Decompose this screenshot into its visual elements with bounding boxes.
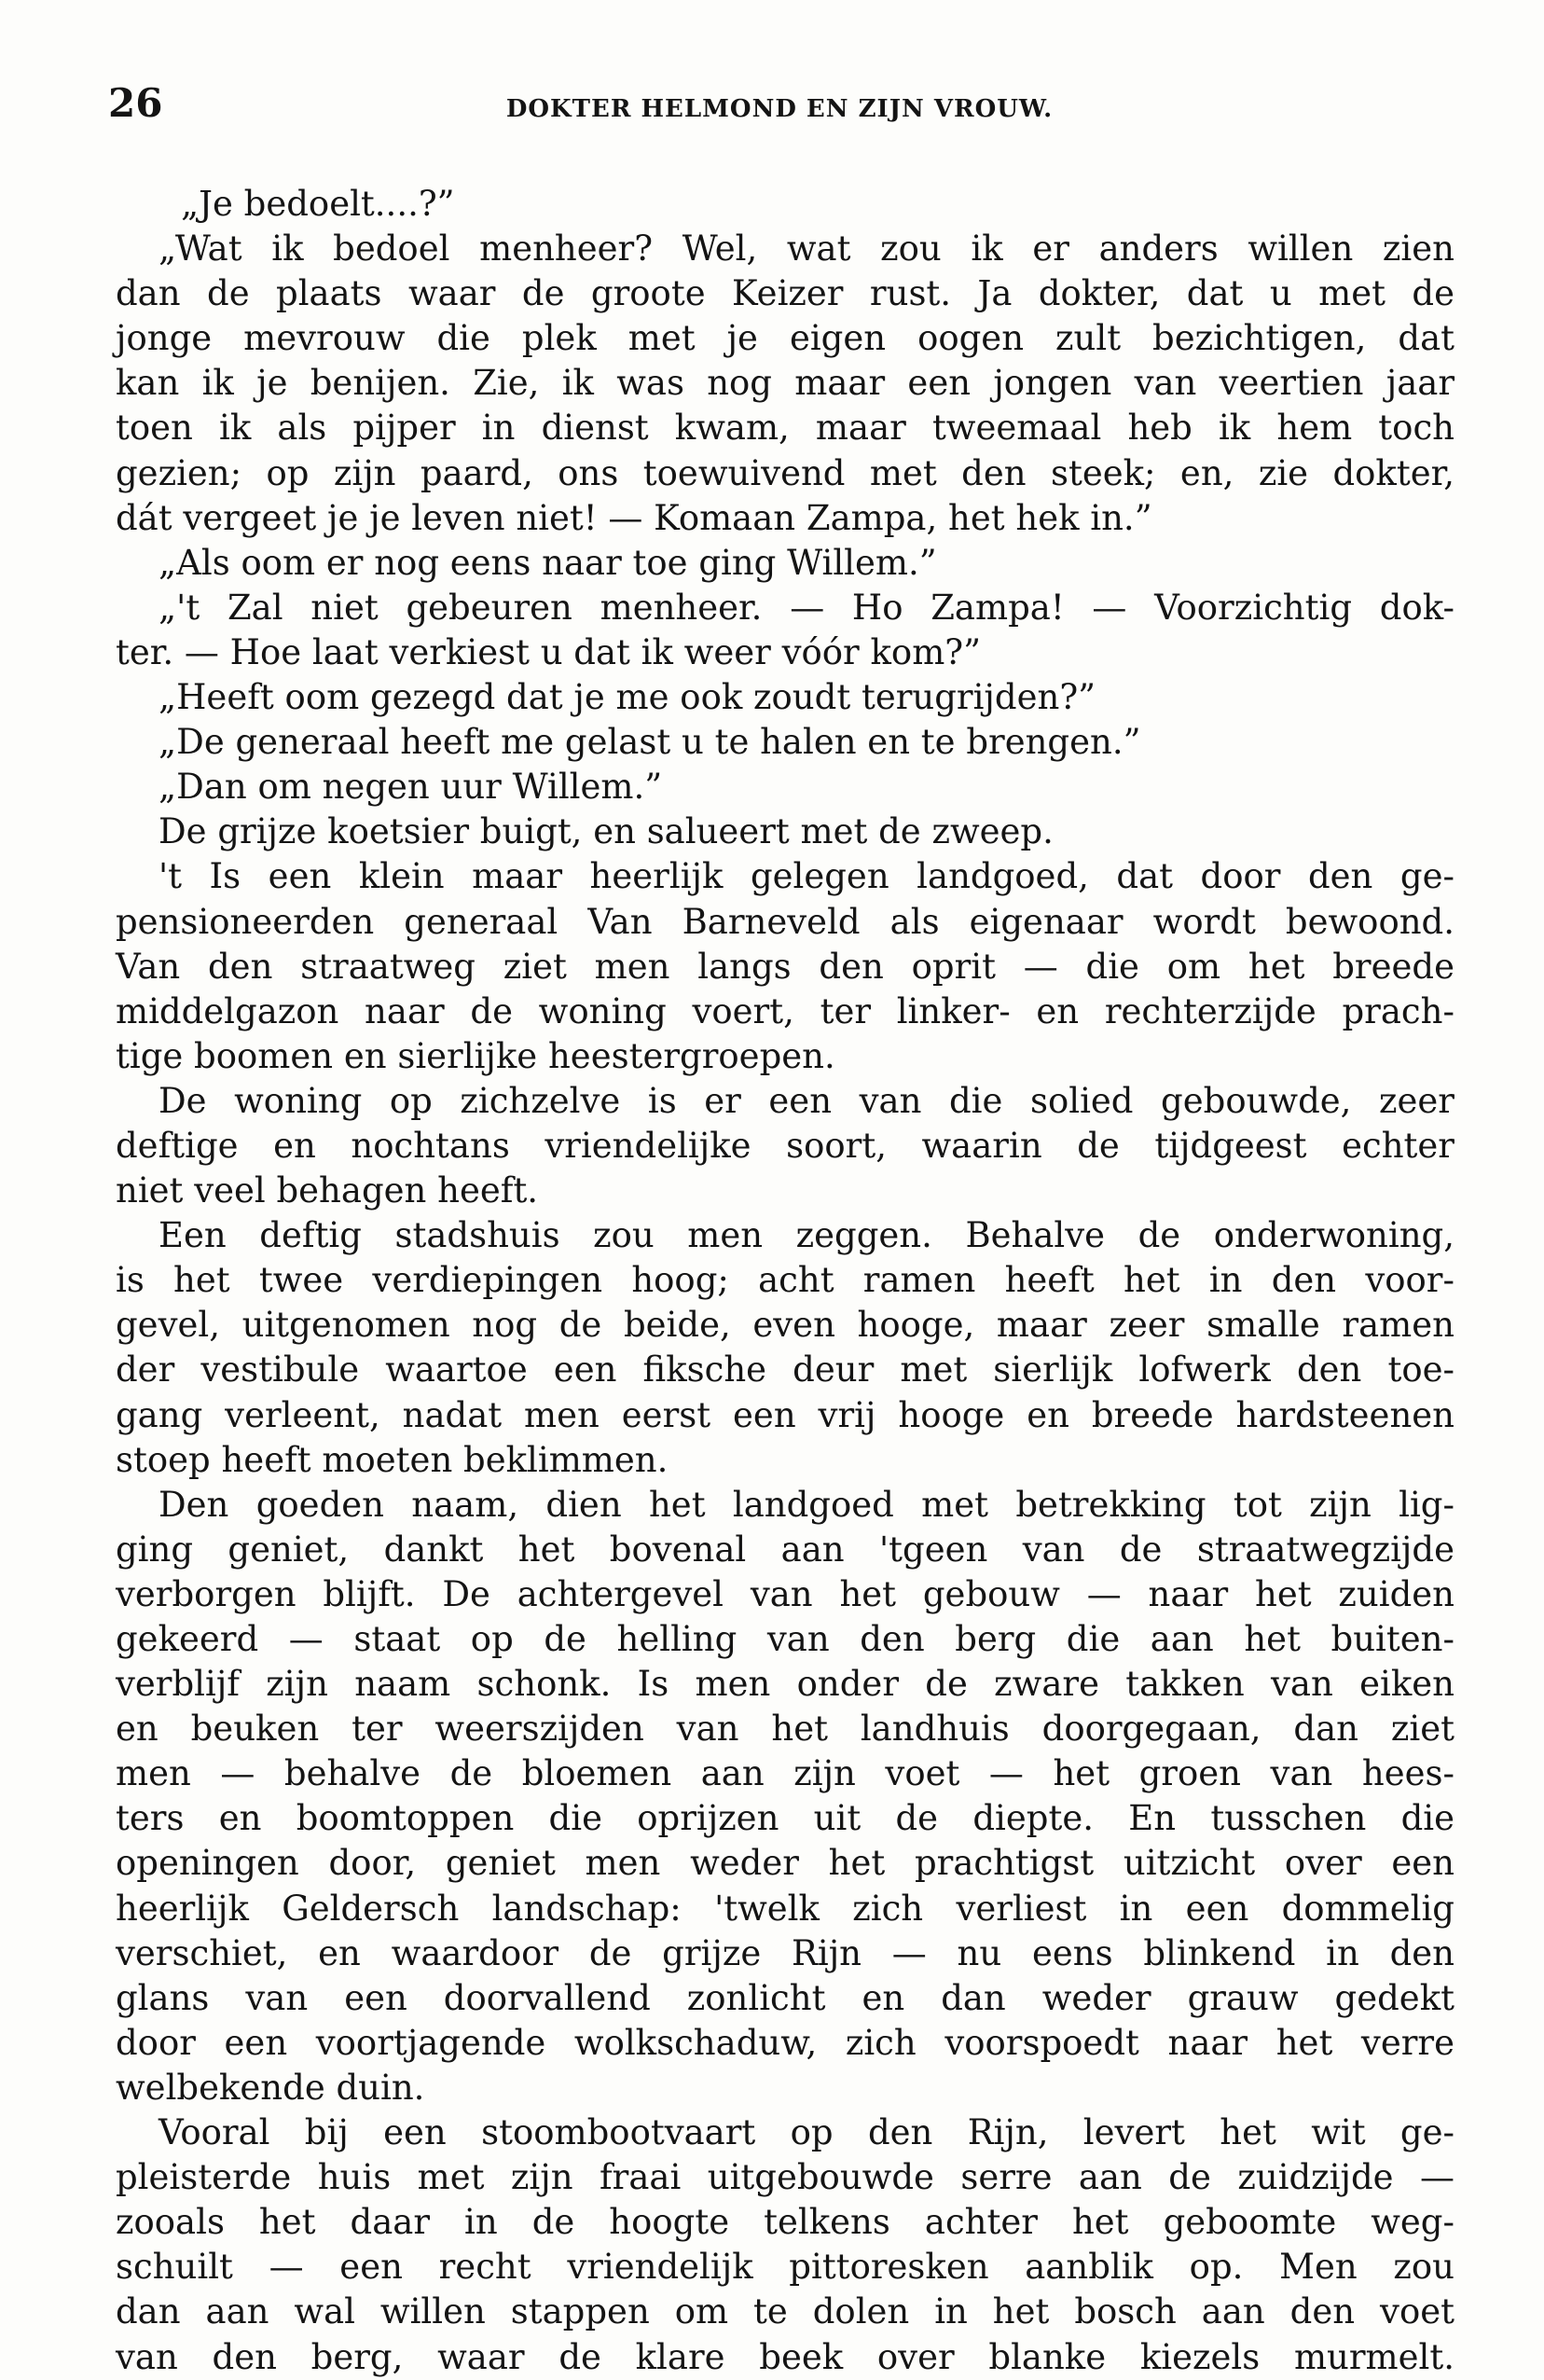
text-line: 't Is een klein maar heerlijk gelegen landgoed, dat door den ge- [159, 856, 1454, 897]
text-line: dan de plaats waar de groote Keizer rust. Ja dokter, dat u met de [116, 273, 1454, 314]
text-line: jonge mevrouw die plek met je eigen oogen zult bezichtigen, dat [116, 318, 1454, 359]
text-line: dát vergeet je je leven niet! — Komaan Zampa, het hek in.” [116, 497, 1152, 538]
text-line: verblijf zijn naam schonk. Is men onder de zware takken van eiken [116, 1664, 1454, 1705]
text-line: der vestibule waartoe een fiksche deur met sierlijk lofwerk den toe- [116, 1349, 1454, 1391]
text-line: en beuken ter weerszijden van het landhuis doorgegaan, dan ziet [116, 1709, 1454, 1750]
text-line: zooals het daar in de hoogte telkens achter het geboomte weg- [116, 2202, 1454, 2243]
text-line: kan ik je benijen. Zie, ik was nog maar een jongen van veertien jaar [116, 363, 1454, 404]
text-line: deftige en nochtans vriendelijke soort, waarin de tijdgeest echter [116, 1125, 1454, 1166]
text-line: Van den straatweg ziet men langs den oprit — die om het breede [116, 946, 1454, 987]
text-line: glans van een doorvallend zonlicht en dan weder grauw gedekt [116, 1977, 1454, 2018]
text-line: tige boomen en sierlijke heestergroepen. [116, 1035, 835, 1076]
text-line: Den goeden naam, dien het landgoed met betrekking tot zijn lig- [159, 1484, 1454, 1525]
text-line: stoep heeft moeten beklimmen. [116, 1439, 669, 1480]
text-line: toen ik als pijper in dienst kwam, maar tweemaal heb ik hem toch [116, 408, 1454, 449]
text-line: pensioneerden generaal Van Barneveld als eigenaar wordt bewoond. [116, 901, 1454, 942]
text-line: middelgazon naar de woning voert, ter linker- en rechterzijde prach- [116, 990, 1454, 1031]
text-line: openingen door, geniet men weder het prachtigst uitzicht over een [116, 1843, 1454, 1884]
text-line: van den berg, waar de klare beek over blanke kiezels murmelt. [116, 2336, 1454, 2377]
text-line: is het twee verdiepingen hoog; acht ramen heeft het in den voor- [116, 1260, 1454, 1301]
text-line: Een deftig stadshuis zou men zeggen. Behalve de onderwoning, [159, 1215, 1454, 1256]
running-head [108, 80, 1451, 127]
text-line: gekeerd — staat op de helling van den berg die aan het buiten- [116, 1619, 1454, 1659]
text-line: „Als oom er nog eens naar toe ging Willem.” [159, 542, 937, 583]
text-line: niet veel behagen heeft. [116, 1170, 539, 1211]
text-line: ter. — Hoe laat verkiest u dat ik weer vóór kom?” [116, 631, 982, 672]
text-line: men — behalve de bloemen aan zijn voet — het groen van hees- [116, 1753, 1454, 1794]
text-line: gezien; op zijn paard, ons toewuivend met den steek; en, zie dokter, [116, 452, 1454, 493]
text-line: schuilt — een recht vriendelijk pittoresken aanblik op. Men zou [116, 2247, 1454, 2288]
text-line: „Wat ik bedoel menheer? Wel, wat zou ik er anders willen zien [159, 228, 1454, 270]
page-number: 26 [108, 80, 163, 126]
text-line: gang verleent, nadat men eerst een vrij hooge en breede hardsteenen [116, 1394, 1454, 1435]
text-line: „Dan om negen uur Willem.” [159, 767, 663, 808]
text-line: ging geniet, dankt het bovenal aan 'tgeen van de straatwegzijde [116, 1529, 1454, 1570]
text-line: Vooral bij een stoombootvaart op den Rijn, levert het wit ge- [159, 2112, 1454, 2153]
text-line: ters en boomtoppen die oprijzen uit de diepte. En tusschen die [116, 1798, 1454, 1839]
text-line: dan aan wal willen stappen om te dolen in het bosch aan den voet [116, 2291, 1454, 2332]
body-text [116, 182, 1454, 2380]
text-line: „Heeft oom gezegd dat je me ook zoudt terugrijden?” [159, 677, 1096, 718]
text-line: verborgen blijft. De achtergevel van het gebouw — naar het zuiden [116, 1573, 1454, 1614]
text-line: gevel, uitgenomen nog de beide, even hooge, maar zeer smalle ramen [116, 1305, 1454, 1346]
text-line: verschiet, en waardoor de grijze Rijn — nu eens blinkend in den [116, 1932, 1454, 1973]
text-line: welbekende duin. [116, 2067, 425, 2108]
text-line: De grijze koetsier buigt, en salueert met de zweep. [159, 811, 1054, 852]
text-line: „'t Zal niet gebeuren menheer. — Ho Zampa! — Voorzichtig dok- [159, 587, 1454, 628]
text-line: pleisterde huis met zijn fraai uitgebouwde serre aan de zuidzijde — [116, 2157, 1454, 2198]
text-line: „Je bedoelt....?” [181, 184, 455, 224]
text-line: De woning op zichzelve is er een van die solied gebouwde, zeer [159, 1080, 1454, 1121]
text-line: door een voortjagende wolkschaduw, zich voorspoedt naar het verre [116, 2022, 1454, 2063]
text-line: „De generaal heeft me gelast u te halen en te brengen.” [159, 722, 1141, 763]
running-title: DOKTER HELMOND EN ZIJN VROUW. [505, 95, 1054, 123]
text-line: heerlijk Geldersch landschap: 'twelk zich verliest in een dommelig [116, 1888, 1454, 1929]
